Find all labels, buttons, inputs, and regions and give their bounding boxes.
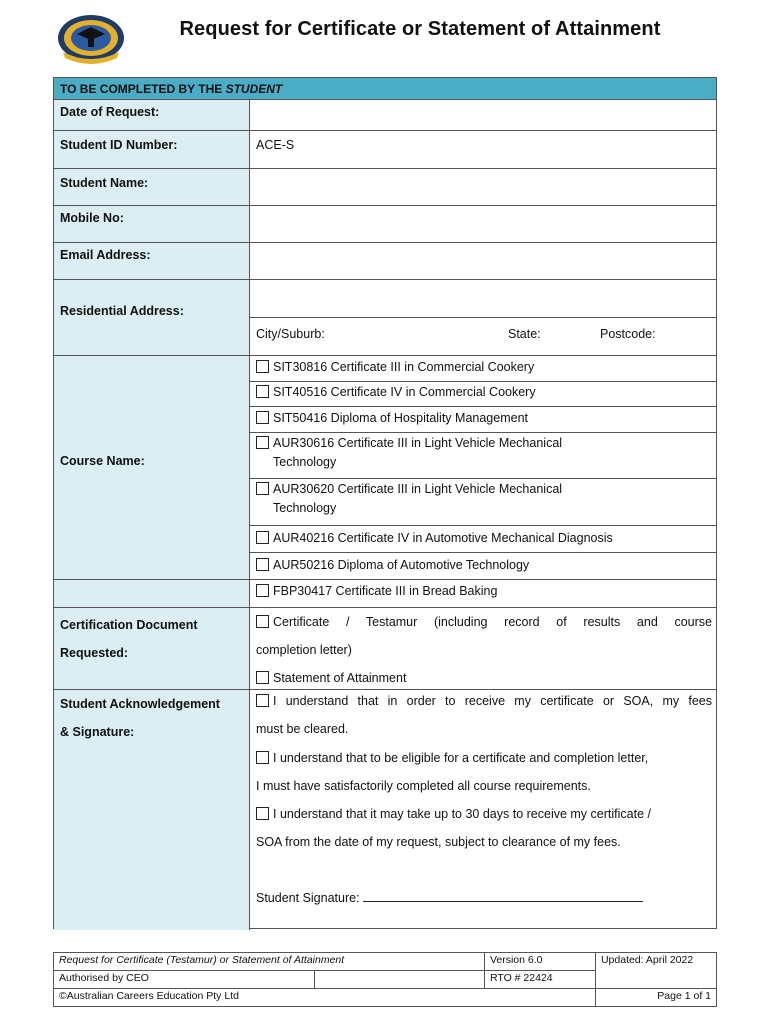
address-label: Residential Address: [54,280,250,356]
signature-label: Student Signature: [256,891,360,905]
college-logo-icon [55,12,127,64]
student-request-form [53,77,717,929]
footer-table [53,952,717,1007]
checkbox[interactable] [256,694,269,707]
acknowledgements: I understand that in order to receive my certificate or SOA, my fees must be cleared. I understand that to be eligible for a certificate and completion letter, I must have satisfactorily completed all course requirements. I understand that it may take up to 30 days to receive my certificate / SOA from the date of my request, subject to clearance of my fees. Student Signature: [256,687,712,912]
signature-line[interactable] [363,889,643,902]
course-option[interactable]: AUR40216 Certificate IV in Automotive Mechanical Diagnosis [250,526,716,553]
mobile-label: Mobile No: [54,206,250,243]
checkbox[interactable] [256,360,269,373]
page-title: Request for Certificate or Statement of Attainment [179,18,661,40]
city-label: City/Suburb: [256,327,325,341]
date-label: Date of Request: [54,100,250,131]
footer-doc-title: Request for Certificate (Testamur) or Statement of Attainment [54,953,485,971]
email-field[interactable] [250,243,716,280]
student-name-label: Student Name: [54,169,250,206]
blank-label-cell [54,580,250,608]
course-label: Course Name: [54,356,250,580]
address-field[interactable] [250,280,716,318]
mobile-field[interactable] [250,206,716,243]
email-label: Email Address: [54,243,250,280]
course-option[interactable]: SIT40516 Certificate IV in Commercial Cookery [250,382,716,407]
course-option[interactable]: AUR30616 Certificate III in Light Vehicle Mechanical Technology [250,433,716,479]
state-label: State: [508,327,541,341]
signature-row [256,884,712,912]
checkbox[interactable] [256,751,269,764]
footer-copyright: ©Australian Careers Education Pty Ltd [54,989,596,1007]
checkbox[interactable] [256,584,269,597]
footer-page: Page 1 of 1 [595,989,716,1007]
certification-label: Certification Document Requested: [54,608,250,690]
certification-cell [250,608,716,690]
footer-rto: RTO # 22424 [484,971,595,989]
course-option[interactable]: AUR30620 Certificate III in Light Vehicle Mechanical Technology [250,479,716,526]
course-option[interactable]: SIT30816 Certificate III in Commercial Cookery [250,356,716,382]
student-name-field[interactable] [250,169,716,206]
footer-updated: Updated: April 2022 [595,953,716,989]
checkbox[interactable] [256,436,269,449]
postcode-label: Postcode: [600,327,656,341]
student-id-field[interactable]: ACE-S [250,131,716,169]
section-header: TO BE COMPLETED BY THE STUDENT [54,78,716,100]
checkbox[interactable] [256,482,269,495]
address-city-row [250,318,716,356]
date-field[interactable] [250,100,716,131]
course-option[interactable]: AUR50216 Diploma of Automotive Technology [250,553,716,580]
checkbox[interactable] [256,385,269,398]
checkbox[interactable] [256,411,269,424]
footer-version: Version 6.0 [484,953,595,971]
student-id-label: Student ID Number: [54,131,250,169]
checkbox[interactable] [256,531,269,544]
course-option[interactable]: FBP30417 Certificate III in Bread Baking [250,580,716,608]
footer-blank [315,971,485,989]
course-option[interactable]: SIT50416 Diploma of Hospitality Management [250,407,716,433]
certificate-option[interactable]: Certificate / Testamur (including record of results and course completion letter) Statement of Attainment [256,615,712,685]
footer-authorised: Authorised by CEO [54,971,315,989]
acknowledgement-label: Student Acknowledgement & Signature: [54,690,250,930]
checkbox[interactable] [256,807,269,820]
checkbox[interactable] [256,558,269,571]
